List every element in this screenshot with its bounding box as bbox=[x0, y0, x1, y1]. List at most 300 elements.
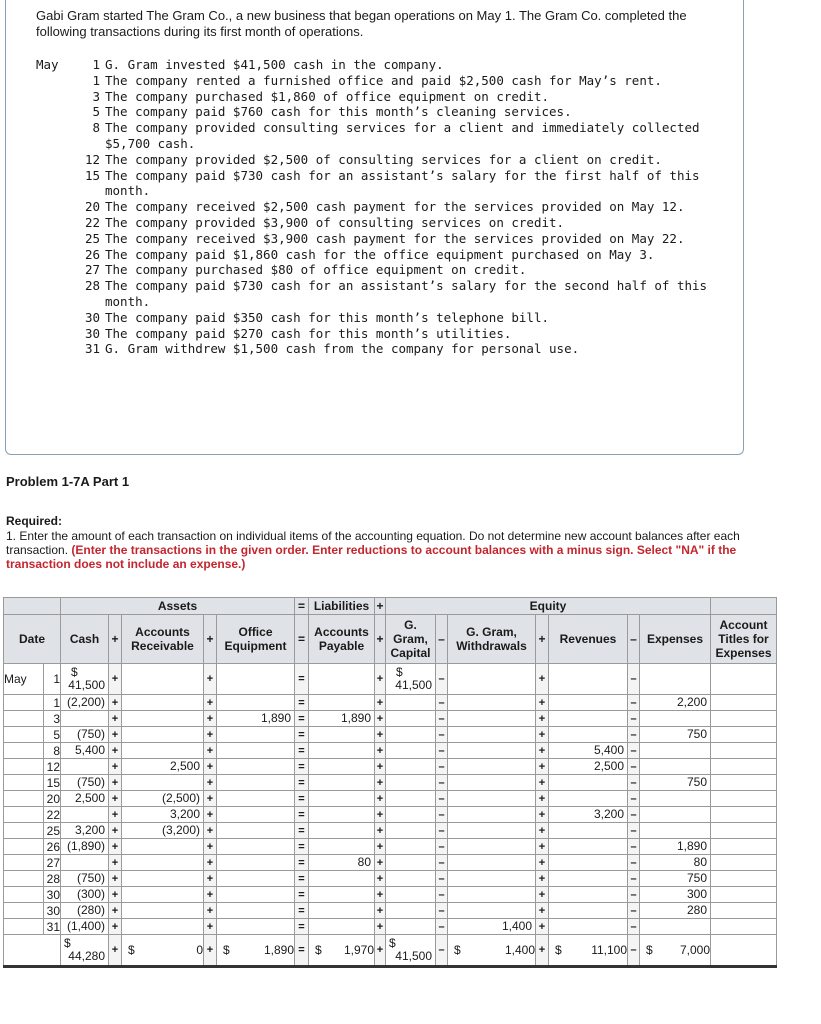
accounts-receivable-value bbox=[122, 727, 203, 742]
accounts-receivable-input[interactable] bbox=[122, 791, 204, 807]
capital-value bbox=[386, 871, 435, 886]
operator: + bbox=[536, 903, 549, 919]
table-row bbox=[4, 871, 777, 887]
operator: + bbox=[536, 695, 549, 711]
operator: + bbox=[204, 935, 217, 967]
operator: + bbox=[536, 935, 549, 967]
account-title-select[interactable] bbox=[711, 871, 777, 887]
office-equipment-total bbox=[217, 935, 295, 967]
capital-value bbox=[386, 743, 435, 758]
operator: – bbox=[628, 855, 640, 871]
revenues-input[interactable] bbox=[549, 695, 628, 711]
transaction-item bbox=[36, 73, 756, 89]
expenses-input[interactable] bbox=[640, 791, 711, 807]
withdrawals-input[interactable] bbox=[448, 664, 536, 695]
withdrawals-input[interactable] bbox=[448, 743, 536, 759]
accounts-receivable-value bbox=[122, 903, 203, 918]
problem-intro: Gabi Gram started The Gram Co., a new business that began operations on May 1. The Gram Co. completed the following transactions during its first month of operations. bbox=[36, 8, 687, 39]
operator: – bbox=[436, 887, 448, 903]
transaction-day: 30 bbox=[84, 325, 100, 341]
group-equity: Equity bbox=[386, 598, 711, 615]
account-title-select[interactable] bbox=[711, 743, 777, 759]
accounts-receivable-value bbox=[122, 695, 203, 710]
accounts-receivable-input[interactable] bbox=[122, 759, 204, 775]
withdrawals-input[interactable] bbox=[448, 695, 536, 711]
accounts-payable-value bbox=[309, 887, 374, 902]
op-minus: – bbox=[436, 615, 448, 664]
operator: + bbox=[204, 871, 217, 887]
table-row bbox=[4, 695, 777, 711]
office-equipment-input[interactable] bbox=[217, 887, 295, 903]
capital-input[interactable] bbox=[386, 823, 436, 839]
capital-total-value: 41,500 bbox=[395, 949, 432, 963]
accounts-receivable-input[interactable] bbox=[122, 919, 204, 935]
expenses-input[interactable] bbox=[640, 871, 711, 887]
withdrawals-input[interactable] bbox=[448, 807, 536, 823]
date-day: 3 bbox=[44, 711, 61, 727]
operator: + bbox=[375, 903, 386, 919]
cash-input[interactable] bbox=[61, 855, 109, 871]
date-month bbox=[4, 759, 44, 775]
expenses-input[interactable] bbox=[640, 823, 711, 839]
transaction-text: The company provided $3,900 of consulting services on credit. bbox=[105, 214, 565, 230]
date-month bbox=[4, 711, 44, 727]
transaction-month bbox=[36, 247, 78, 263]
operator: + bbox=[109, 871, 122, 887]
accounts-receivable-input[interactable] bbox=[122, 727, 204, 743]
accounts-receivable-value: 2,500 bbox=[169, 759, 200, 773]
office-equipment-input[interactable] bbox=[217, 711, 295, 727]
office-equipment-input[interactable] bbox=[217, 823, 295, 839]
date-day: 30 bbox=[44, 903, 61, 919]
operator: = bbox=[295, 935, 309, 967]
transaction-item bbox=[36, 120, 756, 152]
cash-input[interactable] bbox=[61, 807, 109, 823]
capital-value bbox=[386, 839, 435, 854]
capital-value bbox=[386, 903, 435, 918]
account-title-select[interactable] bbox=[711, 919, 777, 935]
capital-input[interactable] bbox=[386, 807, 436, 823]
expenses-total-value: 7,000 bbox=[679, 943, 710, 957]
operator: – bbox=[628, 743, 640, 759]
expenses-input[interactable] bbox=[640, 727, 711, 743]
expenses-value: 750 bbox=[686, 871, 707, 885]
revenues-value bbox=[549, 727, 627, 742]
office-equipment-input[interactable] bbox=[217, 791, 295, 807]
withdrawals-total-value: 1,400 bbox=[504, 943, 535, 957]
accounts-payable-input[interactable] bbox=[309, 759, 375, 775]
revenues-input[interactable] bbox=[549, 887, 628, 903]
operator: – bbox=[628, 935, 640, 967]
accounts-payable-input[interactable] bbox=[309, 664, 375, 695]
transaction-text: The company received $3,900 cash payment for the services provided on May 22. bbox=[105, 230, 685, 246]
account-title-select[interactable] bbox=[711, 791, 777, 807]
withdrawals-input[interactable] bbox=[448, 839, 536, 855]
withdrawals-value bbox=[448, 775, 535, 790]
capital-input[interactable] bbox=[386, 855, 436, 871]
account-title-select[interactable] bbox=[711, 839, 777, 855]
accounts-payable-input[interactable] bbox=[309, 743, 375, 759]
withdrawals-value bbox=[448, 855, 535, 870]
cash-input[interactable] bbox=[61, 887, 109, 903]
header-accounts-payable: Accounts Payable bbox=[309, 615, 375, 664]
office-equipment-value bbox=[217, 727, 294, 742]
expenses-value: 280 bbox=[686, 903, 707, 917]
accounts-receivable-input[interactable] bbox=[122, 823, 204, 839]
operator: + bbox=[204, 743, 217, 759]
header-accounts-receivable: Accounts Receivable bbox=[122, 615, 204, 664]
withdrawals-input[interactable] bbox=[448, 823, 536, 839]
operator: + bbox=[375, 871, 386, 887]
account-title-select[interactable] bbox=[711, 664, 777, 695]
operator: = bbox=[295, 727, 309, 743]
account-title-select[interactable] bbox=[711, 759, 777, 775]
operator: + bbox=[204, 839, 217, 855]
transaction-text: The company purchased $80 of office equipment on credit. bbox=[105, 262, 527, 278]
capital-value bbox=[386, 711, 435, 726]
withdrawals-input[interactable] bbox=[448, 711, 536, 727]
transaction-month bbox=[36, 199, 78, 215]
expenses-input[interactable] bbox=[640, 711, 711, 727]
operator: + bbox=[204, 919, 217, 935]
accounts-payable-input[interactable] bbox=[309, 903, 375, 919]
capital-value bbox=[386, 887, 435, 902]
capital-input[interactable] bbox=[386, 759, 436, 775]
cash-value bbox=[61, 807, 108, 822]
accounts-receivable-input[interactable] bbox=[122, 775, 204, 791]
withdrawals-input[interactable] bbox=[448, 855, 536, 871]
operator: – bbox=[628, 823, 640, 839]
accounts-payable-value: 80 bbox=[357, 855, 371, 869]
cash-input[interactable] bbox=[61, 759, 109, 775]
expenses-input[interactable] bbox=[640, 743, 711, 759]
date-day: 22 bbox=[44, 807, 61, 823]
accounts-payable-value bbox=[309, 664, 374, 694]
operator: + bbox=[375, 775, 386, 791]
operator: + bbox=[109, 743, 122, 759]
op-plus: + bbox=[536, 615, 549, 664]
operator: – bbox=[628, 775, 640, 791]
office-equipment-input[interactable] bbox=[217, 743, 295, 759]
accounts-payable-value bbox=[309, 775, 374, 790]
accounts-payable-input[interactable] bbox=[309, 887, 375, 903]
withdrawals-value bbox=[448, 695, 535, 710]
accounts-receivable-input[interactable] bbox=[122, 695, 204, 711]
office-equipment-input[interactable] bbox=[217, 727, 295, 743]
withdrawals-value bbox=[448, 807, 535, 822]
withdrawals-input[interactable] bbox=[448, 775, 536, 791]
operator: = bbox=[295, 759, 309, 775]
cash-input[interactable] bbox=[61, 727, 109, 743]
operator: + bbox=[375, 759, 386, 775]
revenues-input[interactable] bbox=[549, 775, 628, 791]
capital-input[interactable] bbox=[386, 743, 436, 759]
dollar-sign: $ bbox=[128, 943, 135, 957]
capital-input[interactable] bbox=[386, 727, 436, 743]
office-equipment-input[interactable] bbox=[217, 807, 295, 823]
account-title-select[interactable] bbox=[711, 903, 777, 919]
cash-input[interactable] bbox=[61, 903, 109, 919]
operator: – bbox=[436, 871, 448, 887]
account-title-select[interactable] bbox=[711, 855, 777, 871]
accounts-payable-input[interactable] bbox=[309, 695, 375, 711]
op-minus: – bbox=[628, 615, 640, 664]
expenses-input[interactable] bbox=[640, 759, 711, 775]
revenues-value bbox=[549, 664, 627, 694]
withdrawals-input[interactable] bbox=[448, 759, 536, 775]
dollar-sign: $ bbox=[64, 936, 71, 950]
operator: = bbox=[295, 791, 309, 807]
account-title-select[interactable] bbox=[711, 695, 777, 711]
capital-input[interactable] bbox=[386, 887, 436, 903]
account-title-select[interactable] bbox=[711, 887, 777, 903]
office-equipment-value bbox=[217, 791, 294, 806]
cash-value: 5,400 bbox=[74, 743, 105, 757]
accounts-payable-total-value: 1,970 bbox=[343, 943, 374, 957]
operator: – bbox=[628, 695, 640, 711]
transaction-list bbox=[36, 57, 756, 357]
header-blank bbox=[4, 598, 61, 615]
accounts-receivable-input[interactable] bbox=[122, 743, 204, 759]
expenses-input[interactable] bbox=[640, 839, 711, 855]
accounts-receivable-input[interactable] bbox=[122, 903, 204, 919]
required-instructions: 1. Enter the amount of each transaction on individual items of the accounting equation. Do not determine new account balances after each transaction. bbox=[6, 529, 740, 557]
capital-value bbox=[386, 807, 435, 822]
revenues-input[interactable] bbox=[549, 839, 628, 855]
capital-value bbox=[386, 823, 435, 838]
revenues-input[interactable] bbox=[549, 711, 628, 727]
withdrawals-input[interactable] bbox=[448, 903, 536, 919]
revenues-input[interactable] bbox=[549, 807, 628, 823]
revenues-value bbox=[549, 695, 627, 710]
expenses-value bbox=[640, 664, 710, 694]
cash-input[interactable] bbox=[61, 871, 109, 887]
transaction-day: 8 bbox=[92, 120, 100, 136]
cash-input[interactable] bbox=[61, 743, 109, 759]
totals-row bbox=[4, 935, 777, 967]
capital-input[interactable] bbox=[386, 791, 436, 807]
cash-input[interactable] bbox=[61, 919, 109, 935]
withdrawals-input[interactable] bbox=[448, 871, 536, 887]
transaction-day: 27 bbox=[84, 262, 100, 278]
capital-input[interactable] bbox=[386, 775, 436, 791]
capital-value bbox=[386, 727, 435, 742]
date-month bbox=[4, 775, 44, 791]
header-capital: G. Gram, Capital bbox=[386, 615, 436, 664]
office-equipment-input[interactable] bbox=[217, 695, 295, 711]
capital-input[interactable] bbox=[386, 839, 436, 855]
accounts-receivable-input[interactable] bbox=[122, 871, 204, 887]
operator: + bbox=[536, 919, 549, 935]
expenses-input[interactable] bbox=[640, 855, 711, 871]
accounts-receivable-input[interactable] bbox=[122, 711, 204, 727]
account-title-select[interactable] bbox=[711, 711, 777, 727]
operator: + bbox=[109, 903, 122, 919]
revenues-input[interactable] bbox=[549, 791, 628, 807]
operator: – bbox=[628, 759, 640, 775]
transaction-month bbox=[36, 262, 78, 278]
transaction-day: 25 bbox=[84, 230, 100, 246]
operator: + bbox=[536, 727, 549, 743]
capital-input[interactable] bbox=[386, 919, 436, 935]
accounts-receivable-input[interactable] bbox=[122, 664, 204, 695]
cash-value: (750) bbox=[76, 727, 105, 741]
date-day: 1 bbox=[44, 664, 61, 695]
transaction-item bbox=[36, 326, 756, 342]
transaction-item bbox=[36, 215, 756, 231]
revenues-input[interactable] bbox=[549, 823, 628, 839]
expenses-value: 300 bbox=[686, 887, 707, 901]
operator: – bbox=[436, 839, 448, 855]
accounts-payable-value: 1,890 bbox=[340, 711, 371, 725]
accounts-payable-value bbox=[309, 791, 374, 806]
withdrawals-input[interactable] bbox=[448, 887, 536, 903]
cash-value: (280) bbox=[76, 903, 105, 917]
office-equipment-input[interactable] bbox=[217, 664, 295, 695]
account-title-select[interactable] bbox=[711, 775, 777, 791]
capital-value bbox=[386, 775, 435, 790]
transaction-text: The company rented a furnished office and paid $2,500 cash for May’s rent. bbox=[105, 72, 662, 88]
operator: – bbox=[436, 919, 448, 935]
expenses-input[interactable] bbox=[640, 919, 711, 935]
accounts-payable-input[interactable] bbox=[309, 823, 375, 839]
transaction-month bbox=[36, 104, 78, 120]
operator: – bbox=[436, 791, 448, 807]
cash-input[interactable] bbox=[61, 791, 109, 807]
office-equipment-input[interactable] bbox=[217, 871, 295, 887]
accounts-payable-input[interactable] bbox=[309, 775, 375, 791]
operator: = bbox=[295, 664, 309, 695]
transaction-month bbox=[36, 120, 78, 152]
accounts-receivable-input[interactable] bbox=[122, 855, 204, 871]
revenues-input[interactable] bbox=[549, 871, 628, 887]
accounting-equation-table bbox=[3, 597, 777, 968]
accounts-receivable-value: (3,200) bbox=[161, 823, 200, 837]
withdrawals-input[interactable] bbox=[448, 727, 536, 743]
expenses-input[interactable] bbox=[640, 903, 711, 919]
accounts-payable-input[interactable] bbox=[309, 855, 375, 871]
revenues-input[interactable] bbox=[549, 903, 628, 919]
date-day: 5 bbox=[44, 727, 61, 743]
revenues-input[interactable] bbox=[549, 727, 628, 743]
cash-value: (1,400) bbox=[66, 919, 105, 933]
transaction-text: The company provided $2,500 of consulting services for a client on credit. bbox=[105, 151, 662, 167]
operator: + bbox=[536, 839, 549, 855]
account-title-select[interactable] bbox=[711, 823, 777, 839]
revenues-input[interactable] bbox=[549, 919, 628, 935]
accounts-payable-input[interactable] bbox=[309, 839, 375, 855]
expenses-input[interactable] bbox=[640, 664, 711, 695]
withdrawals-value bbox=[448, 839, 535, 854]
accounts-payable-input[interactable] bbox=[309, 727, 375, 743]
expenses-input[interactable] bbox=[640, 695, 711, 711]
capital-value bbox=[386, 919, 435, 934]
capital-input[interactable] bbox=[386, 695, 436, 711]
office-equipment-value bbox=[217, 855, 294, 870]
revenues-total-value: 11,100 bbox=[591, 943, 627, 957]
withdrawals-input[interactable] bbox=[448, 919, 536, 935]
accounts-receivable-input[interactable] bbox=[122, 887, 204, 903]
transaction-day: 12 bbox=[84, 151, 100, 167]
date-month bbox=[4, 887, 44, 903]
operator: + bbox=[204, 664, 217, 695]
cash-input[interactable] bbox=[61, 823, 109, 839]
revenues-input[interactable] bbox=[549, 855, 628, 871]
header-date: Date bbox=[4, 615, 61, 664]
cash-value: (2,200) bbox=[66, 695, 105, 709]
transaction-day: 30 bbox=[84, 309, 100, 325]
office-equipment-input[interactable] bbox=[217, 759, 295, 775]
expenses-input[interactable] bbox=[640, 807, 711, 823]
cash-input[interactable] bbox=[61, 711, 109, 727]
cash-input[interactable] bbox=[61, 839, 109, 855]
accounts-receivable-input[interactable] bbox=[122, 839, 204, 855]
capital-input[interactable] bbox=[386, 664, 436, 695]
office-equipment-input[interactable] bbox=[217, 839, 295, 855]
accounts-payable-input[interactable] bbox=[309, 711, 375, 727]
revenues-value: 2,500 bbox=[593, 759, 624, 773]
group-plus: + bbox=[376, 599, 384, 613]
revenues-input[interactable] bbox=[549, 759, 628, 775]
accounts-receivable-input[interactable] bbox=[122, 807, 204, 823]
office-equipment-input[interactable] bbox=[217, 855, 295, 871]
capital-input[interactable] bbox=[386, 871, 436, 887]
capital-input[interactable] bbox=[386, 711, 436, 727]
accounts-payable-input[interactable] bbox=[309, 807, 375, 823]
cash-input[interactable] bbox=[61, 775, 109, 791]
expenses-input[interactable] bbox=[640, 887, 711, 903]
date-month: May bbox=[4, 664, 44, 695]
table-row bbox=[4, 711, 777, 727]
office-equipment-input[interactable] bbox=[217, 903, 295, 919]
withdrawals-input[interactable] bbox=[448, 791, 536, 807]
accounts-receivable-total bbox=[122, 935, 204, 967]
expenses-value bbox=[640, 791, 710, 806]
account-title-select[interactable] bbox=[711, 727, 777, 743]
operator: + bbox=[109, 919, 122, 935]
operator: + bbox=[536, 887, 549, 903]
cash-input[interactable] bbox=[61, 695, 109, 711]
operator: + bbox=[204, 727, 217, 743]
revenues-input[interactable] bbox=[549, 743, 628, 759]
cash-input[interactable] bbox=[61, 664, 109, 695]
accounts-payable-value bbox=[309, 871, 374, 886]
operator: + bbox=[109, 935, 122, 967]
revenues-input[interactable] bbox=[549, 664, 628, 695]
transaction-day: 28 bbox=[84, 278, 100, 294]
operator: + bbox=[536, 807, 549, 823]
capital-input[interactable] bbox=[386, 903, 436, 919]
accounts-payable-value bbox=[309, 919, 374, 934]
account-title-select[interactable] bbox=[711, 807, 777, 823]
expenses-input[interactable] bbox=[640, 775, 711, 791]
office-equipment-input[interactable] bbox=[217, 919, 295, 935]
expenses-value: 750 bbox=[686, 775, 707, 789]
part-title: Problem 1-7A Part 1 bbox=[6, 474, 130, 489]
transaction-text: The company paid $350 cash for this month’s telephone bill. bbox=[105, 309, 550, 325]
table-row bbox=[4, 759, 777, 775]
office-equipment-input[interactable] bbox=[217, 775, 295, 791]
operator: = bbox=[295, 903, 309, 919]
accounts-payable-input[interactable] bbox=[309, 919, 375, 935]
accounts-payable-input[interactable] bbox=[309, 871, 375, 887]
operator: – bbox=[436, 855, 448, 871]
operator: – bbox=[436, 903, 448, 919]
operator: – bbox=[628, 727, 640, 743]
accounts-receivable-value bbox=[122, 839, 203, 854]
op-plus: + bbox=[375, 615, 386, 664]
accounts-payable-input[interactable] bbox=[309, 791, 375, 807]
